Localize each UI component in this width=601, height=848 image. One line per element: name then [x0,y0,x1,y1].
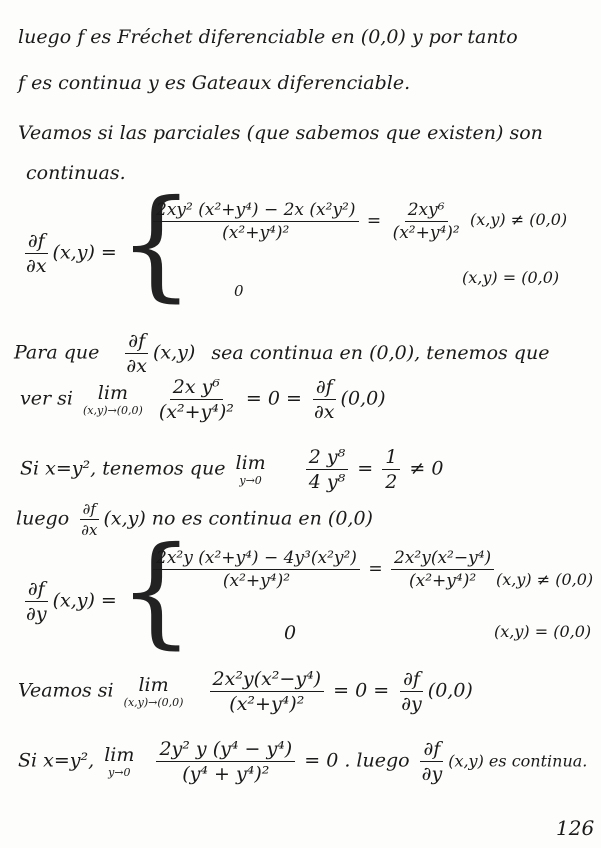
dfdy-case-2-value: 0 [284,622,297,644]
conclusion-x: luego $\frac{\partial f}{\partial x}$ (x,y) no es continua en (0,0) [16,500,373,539]
path-x-limit: Si x=y², tenemos que lim y→0 $\frac{\text{2 y⁸}}{\text{4 y⁸}}$ = $\frac{1}{2}$ ≠ 0 [20,446,444,493]
left-brace: { [118,522,195,661]
path-y-limit: Si x=y², lim y→0 $\frac{\text{2y² y (y⁴ − y⁴)}}{\text{(y⁴ + y⁴)²}}$ = 0 . luego $\frac{\partial f}{\partial y}$ (x,y) es continua. [18,738,588,785]
text-line-4: continuas. [26,162,126,184]
dfdy-cond-1: (x,y) ≠ (0,0) [496,570,594,589]
dfdx-case-1: $\frac{\text{2xy² (x²+y⁴) − 2x (x²y²)}}{\text{(x²+y⁴)²}}$ = $\frac{\text{2xy⁶}}{\text{(x²+y⁴)²}}$ [150,200,466,243]
dfdy-lhs: $\frac{\partial f}{\partial y}$ (x,y) = [26,578,117,625]
text-line-2: f es continua y es Gateaux diferenciable. [18,72,411,94]
dfdx-lhs: $\frac{\partial f}{\partial x}$ (x,y) = [26,230,117,277]
page-number: 126 [556,816,595,840]
text-line-1: luego f es Fréchet diferenciable en (0,0) y por tanto [18,26,518,48]
continuity-x-statement: Para que $\frac{\partial f}{\partial x}$ (x,y) sea continua en (0,0), tenemos que [14,330,550,377]
left-brace: { [118,175,195,314]
continuity-x-limit: ver si lim (x,y)→(0,0) $\frac{\text{2x y⁶}}{\text{(x²+y⁴)²}}$ = 0 = $\frac{\partial f}{\partial x}$ (0,0) [20,376,386,423]
dfdx-cond-2: (x,y) = (0,0) [462,268,560,287]
dfdx-cond-1: (x,y) ≠ (0,0) [470,210,568,229]
continuity-y-limit: Veamos si lim (x,y)→(0,0) $\frac{\text{2x²y(x²−y⁴)}}{\text{(x²+y⁴)²}}$ = 0 = $\frac{\partial f}{\partial y}$ (0,0) [18,668,473,715]
dfdy-case-1: $\frac{\text{2x²y (x²+y⁴) − 4y³(x²y²)}}{\text{(x²+y⁴)²}}$ = $\frac{\text{2x²y(x²−y⁴)}}{\text{(x²+y⁴)²}}$ [150,548,497,591]
dfdx-case-2-value: 0 [234,282,244,300]
text-line-3: Veamos si las parciales (que sabemos que existen) son [18,122,543,144]
dfdy-cond-2: (x,y) = (0,0) [494,622,592,641]
